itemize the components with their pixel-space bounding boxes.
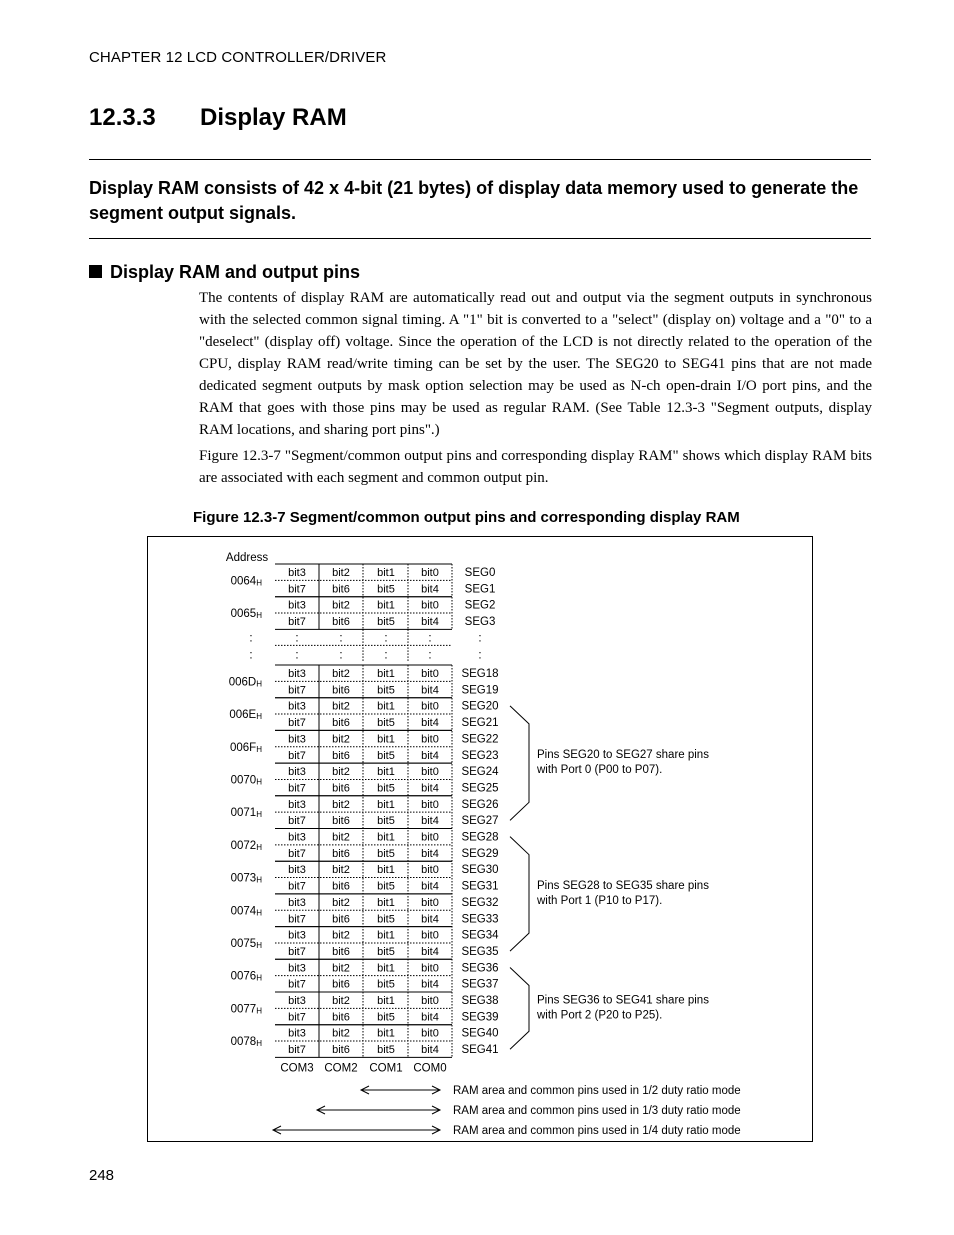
bit-cell: bit1 xyxy=(377,668,395,680)
bit-cell: bit4 xyxy=(421,1011,439,1024)
bit-cell: bit2 xyxy=(332,995,350,1007)
bit-cell: bit0 xyxy=(421,896,439,909)
bit-cell: bit0 xyxy=(421,668,439,680)
bit-cell: bit7 xyxy=(288,847,306,860)
bit-cell: bit3 xyxy=(288,798,306,811)
bit-cell: bit2 xyxy=(332,599,350,612)
bit-cell: bit6 xyxy=(332,616,350,629)
address-0071 xyxy=(231,807,263,819)
bit-cell: bit6 xyxy=(332,880,350,893)
ellipsis-cell: : xyxy=(384,632,388,645)
bit-cell: bit4 xyxy=(421,717,439,730)
segment-label: SEG32 xyxy=(461,896,499,909)
bit-cell: bit2 xyxy=(332,864,350,877)
bit-cell: bit5 xyxy=(377,684,395,697)
bit-cell: bit1 xyxy=(377,798,395,811)
bit-cell: bit4 xyxy=(421,913,439,926)
address-0064 xyxy=(231,575,263,587)
segment-label: SEG21 xyxy=(461,717,499,730)
bit-cell: bit2 xyxy=(332,668,350,680)
bit-cell: bit7 xyxy=(288,616,306,629)
ellipsis-address: : xyxy=(249,649,253,662)
bit-cell: bit3 xyxy=(288,896,306,909)
bit-cell: bit1 xyxy=(377,962,395,975)
bit-cell: bit7 xyxy=(288,749,306,762)
bit-cell: bit0 xyxy=(421,929,439,942)
address-0078 xyxy=(231,1036,263,1048)
bit-cell: bit4 xyxy=(421,1044,439,1057)
bit-cell: bit6 xyxy=(332,945,350,958)
bit-cell: bit4 xyxy=(421,749,439,762)
segment-label: SEG24 xyxy=(461,766,499,779)
bit-cell: bit1 xyxy=(377,733,395,746)
bit-cell: bit1 xyxy=(377,599,395,612)
segment-label: SEG35 xyxy=(461,945,499,958)
segment-label: SEG40 xyxy=(461,1027,499,1040)
address-value: 0077 xyxy=(230,1003,257,1016)
bit-cell: bit0 xyxy=(421,567,439,579)
address-value: 0072 xyxy=(230,839,257,852)
bit-cell: bit3 xyxy=(288,962,306,975)
bit-cell: bit5 xyxy=(377,880,395,893)
address-006F xyxy=(230,742,262,754)
section-title: Display RAM xyxy=(200,104,347,131)
address-suffix: H xyxy=(256,611,262,621)
address-value: 0078 xyxy=(230,1036,257,1049)
bit-cell: bit5 xyxy=(377,583,395,596)
bit-cell: bit3 xyxy=(288,864,306,877)
page-number: 248 xyxy=(89,1167,115,1184)
bit-cell: bit4 xyxy=(421,616,439,629)
ellipsis-cell: : xyxy=(428,632,432,645)
bit-cell: bit7 xyxy=(288,717,306,730)
chapter-header: CHAPTER 12 LCD CONTROLLER/DRIVER xyxy=(89,49,387,66)
address-suffix: H xyxy=(256,1039,262,1049)
bit-cell: bit1 xyxy=(377,1027,395,1040)
bit-cell: bit5 xyxy=(377,1011,395,1024)
address-suffix: H xyxy=(256,908,262,918)
segment-label: SEG22 xyxy=(461,733,499,746)
bit-cell: bit7 xyxy=(288,782,306,795)
bit-cell: bit1 xyxy=(377,567,395,579)
address-value: 0070 xyxy=(230,774,257,787)
address-0076 xyxy=(231,971,263,983)
address-suffix: H xyxy=(256,973,262,983)
figure-caption: Figure 12.3-7 Segment/common output pins and corresponding display RAM xyxy=(193,509,740,526)
bit-cell: bit3 xyxy=(288,1027,306,1040)
bit-cell: bit1 xyxy=(377,700,395,713)
address-value: 0076 xyxy=(230,970,257,983)
common-label-com0: COM0 xyxy=(413,1062,447,1075)
segment-label: SEG19 xyxy=(461,684,499,697)
address-suffix: H xyxy=(256,744,262,754)
address-suffix: H xyxy=(256,940,262,950)
ellipsis-seg: : xyxy=(478,632,482,645)
bit-cell: bit7 xyxy=(288,913,306,926)
address-label: Address xyxy=(225,552,269,564)
bit-cell: bit7 xyxy=(288,815,306,828)
port-bracket-0 xyxy=(510,706,529,820)
bit-cell: bit3 xyxy=(288,831,306,844)
address-suffix: H xyxy=(256,578,262,588)
bit-cell: bit0 xyxy=(421,733,439,746)
address-suffix: H xyxy=(256,842,262,852)
bit-cell: bit1 xyxy=(377,831,395,844)
bit-cell: bit6 xyxy=(332,684,350,697)
bit-cell: bit0 xyxy=(421,995,439,1007)
address-0065 xyxy=(231,608,263,620)
duty-legend-text-0: RAM area and common pins used in 1/2 duty ratio mode xyxy=(453,1085,741,1097)
address-value: 0071 xyxy=(230,807,257,820)
bit-cell: bit4 xyxy=(421,782,439,795)
bit-cell: bit5 xyxy=(377,815,395,828)
segment-label: SEG27 xyxy=(461,815,499,828)
bit-cell: bit3 xyxy=(288,599,306,612)
address-value: 006E xyxy=(229,709,257,722)
bit-cell: bit4 xyxy=(421,945,439,958)
bit-cell: bit7 xyxy=(288,1011,306,1024)
bit-cell: bit7 xyxy=(288,1044,306,1057)
segment-label: SEG30 xyxy=(461,864,499,877)
bit-cell: bit2 xyxy=(332,733,350,746)
bit-cell: bit6 xyxy=(332,1044,350,1057)
port-note-line: Pins SEG28 to SEG35 share pins xyxy=(537,879,709,892)
bit-cell: bit6 xyxy=(332,847,350,860)
segment-label: SEG29 xyxy=(461,847,499,860)
bit-cell: bit6 xyxy=(332,583,350,596)
bit-cell: bit2 xyxy=(332,798,350,811)
bit-cell: bit5 xyxy=(377,847,395,860)
bit-cell: bit4 xyxy=(421,815,439,828)
bit-cell: bit7 xyxy=(288,978,306,991)
address-0072 xyxy=(231,840,263,852)
bit-cell: bit5 xyxy=(377,913,395,926)
bit-cell: bit0 xyxy=(421,599,439,612)
port-note-line: Pins SEG36 to SEG41 share pins xyxy=(537,994,709,1007)
address-value: 0075 xyxy=(230,937,257,950)
bit-cell: bit0 xyxy=(421,798,439,811)
paragraph-1: The contents of display RAM are automatically read out and output via the segment outputs in synchronous with the selected common signal timing. A "1" bit is converted to a "select" (display on) voltage and a "0" to a "deselect" (display off) voltage. Since the operation of the LCD is not directly related to the operation of the CPU, display RAM read/write timing can be set by the user. The SEG20 to SEG41 pins that are not made dedicated segment outputs by mask option selection may be used as N-ch open-drain I/O port pins, and the RAM that goes with those pins may be used as regular RAM. (See Table 12.3-3 "Segment outputs, display RAM locations, and sharing port pins".) xyxy=(199,290,872,438)
segment-label: SEG36 xyxy=(461,962,499,975)
bit-cell: bit6 xyxy=(332,913,350,926)
bit-cell: bit5 xyxy=(377,782,395,795)
bit-cell: bit7 xyxy=(288,945,306,958)
port-bracket-2 xyxy=(510,967,529,1049)
common-label-com2: COM2 xyxy=(324,1062,358,1075)
address-suffix: H xyxy=(256,679,262,689)
address-suffix: H xyxy=(256,777,262,787)
segment-label: SEG20 xyxy=(461,700,499,713)
ellipsis-cell: : xyxy=(295,632,299,645)
bit-cell: bit5 xyxy=(377,717,395,730)
segment-label: SEG23 xyxy=(461,749,499,762)
address-006D xyxy=(229,676,263,688)
bit-cell: bit1 xyxy=(377,995,395,1007)
bit-cell: bit2 xyxy=(332,896,350,909)
address-value: 0065 xyxy=(230,608,257,621)
bit-cell: bit3 xyxy=(288,700,306,713)
bit-cell: bit5 xyxy=(377,1044,395,1057)
bit-cell: bit6 xyxy=(332,782,350,795)
bit-cell: bit2 xyxy=(332,962,350,975)
address-suffix: H xyxy=(256,1006,262,1016)
bit-cell: bit1 xyxy=(377,864,395,877)
bit-cell: bit1 xyxy=(377,929,395,942)
ellipsis-cell: : xyxy=(339,649,343,662)
bit-cell: bit3 xyxy=(288,668,306,680)
segment-label: SEG28 xyxy=(461,831,499,844)
address-value: 006F xyxy=(230,741,257,754)
address-0077 xyxy=(231,1003,263,1015)
common-label-com1: COM1 xyxy=(369,1062,403,1075)
subsection-title: Display RAM and output pins xyxy=(110,262,360,282)
port-note-line: with Port 2 (P20 to P25). xyxy=(537,1009,663,1022)
segment-label: SEG41 xyxy=(461,1044,499,1057)
segment-label: SEG37 xyxy=(461,978,499,991)
bit-cell: bit6 xyxy=(332,749,350,762)
segment-label: SEG39 xyxy=(461,1011,499,1024)
bit-cell: bit0 xyxy=(421,831,439,844)
address-value: 0073 xyxy=(230,872,257,885)
bit-cell: bit6 xyxy=(332,978,350,991)
address-0074 xyxy=(231,905,263,917)
bit-cell: bit0 xyxy=(421,1027,439,1040)
ellipsis-seg: : xyxy=(478,649,482,662)
duty-legend-text-2: RAM area and common pins used in 1/4 duty ratio mode xyxy=(453,1125,741,1137)
bit-cell: bit5 xyxy=(377,616,395,629)
address-0075 xyxy=(231,938,263,950)
bit-cell: bit3 xyxy=(288,929,306,942)
bit-cell: bit0 xyxy=(421,864,439,877)
bit-cell: bit0 xyxy=(421,766,439,779)
address-0070 xyxy=(231,774,263,786)
bit-cell: bit3 xyxy=(288,733,306,746)
segment-label: SEG25 xyxy=(461,782,499,795)
ellipsis-cell: : xyxy=(428,649,432,662)
bit-cell: bit4 xyxy=(421,978,439,991)
segment-label: SEG3 xyxy=(464,616,496,629)
bit-cell: bit4 xyxy=(421,880,439,893)
bit-cell: bit0 xyxy=(421,962,439,975)
bit-cell: bit3 xyxy=(288,766,306,779)
bit-cell: bit2 xyxy=(332,831,350,844)
address-value: 006D xyxy=(228,676,257,689)
bit-cell: bit0 xyxy=(421,700,439,713)
ellipsis-cell: : xyxy=(295,649,299,662)
port-note-line: Pins SEG20 to SEG27 share pins xyxy=(537,749,709,762)
segment-label: SEG26 xyxy=(461,798,499,811)
ellipsis-address: : xyxy=(249,632,253,645)
segment-label: SEG33 xyxy=(461,913,499,926)
segment-label: SEG31 xyxy=(461,880,499,893)
bit-cell: bit2 xyxy=(332,567,350,579)
bit-cell: bit2 xyxy=(332,766,350,779)
segment-label: SEG0 xyxy=(464,567,496,579)
duty-legend-text-1: RAM area and common pins used in 1/3 duty ratio mode xyxy=(453,1105,741,1117)
segment-label: SEG18 xyxy=(461,668,499,680)
address-suffix: H xyxy=(256,875,262,885)
address-0073 xyxy=(231,873,263,885)
port-note-line: with Port 1 (P10 to P17). xyxy=(537,894,663,907)
address-suffix: H xyxy=(256,712,262,722)
address-006E xyxy=(229,709,262,721)
ellipsis-cell: : xyxy=(339,632,343,645)
paragraph-2: Figure 12.3-7 "Segment/common output pins and corresponding display RAM" shows which display RAM bits are associated with each segment and common output pin. xyxy=(199,448,872,486)
address-value: 0074 xyxy=(230,905,257,918)
port-note-line: with Port 0 (P00 to P07). xyxy=(537,764,663,777)
segment-label: SEG38 xyxy=(461,995,499,1007)
bit-cell: bit1 xyxy=(377,766,395,779)
bit-cell: bit1 xyxy=(377,896,395,909)
port-bracket-1 xyxy=(510,837,529,951)
bit-cell: bit4 xyxy=(421,583,439,596)
bit-cell: bit5 xyxy=(377,945,395,958)
section-summary: Display RAM consists of 42 x 4-bit (21 bytes) of display data memory used to generate the segment output signals. xyxy=(89,178,859,223)
section-number: 12.3.3 xyxy=(89,104,156,131)
bit-cell: bit6 xyxy=(332,815,350,828)
bit-cell: bit6 xyxy=(332,717,350,730)
bit-cell: bit7 xyxy=(288,880,306,893)
bit-cell: bit7 xyxy=(288,684,306,697)
bit-cell: bit2 xyxy=(332,1027,350,1040)
bit-cell: bit2 xyxy=(332,700,350,713)
address-suffix: H xyxy=(256,810,262,820)
ellipsis-cell: : xyxy=(384,649,388,662)
bit-cell: bit6 xyxy=(332,1011,350,1024)
common-label-com3: COM3 xyxy=(280,1062,314,1075)
bit-cell: bit4 xyxy=(421,684,439,697)
bit-cell: bit2 xyxy=(332,929,350,942)
segment-label: SEG2 xyxy=(464,599,496,612)
bit-cell: bit5 xyxy=(377,749,395,762)
address-value: 0064 xyxy=(230,575,257,588)
bit-cell: bit4 xyxy=(421,847,439,860)
bit-cell: bit3 xyxy=(288,995,306,1007)
bit-cell: bit5 xyxy=(377,978,395,991)
segment-label: SEG1 xyxy=(464,583,496,596)
bit-cell: bit7 xyxy=(288,583,306,596)
segment-label: SEG34 xyxy=(461,929,499,942)
bit-cell: bit3 xyxy=(288,567,306,579)
